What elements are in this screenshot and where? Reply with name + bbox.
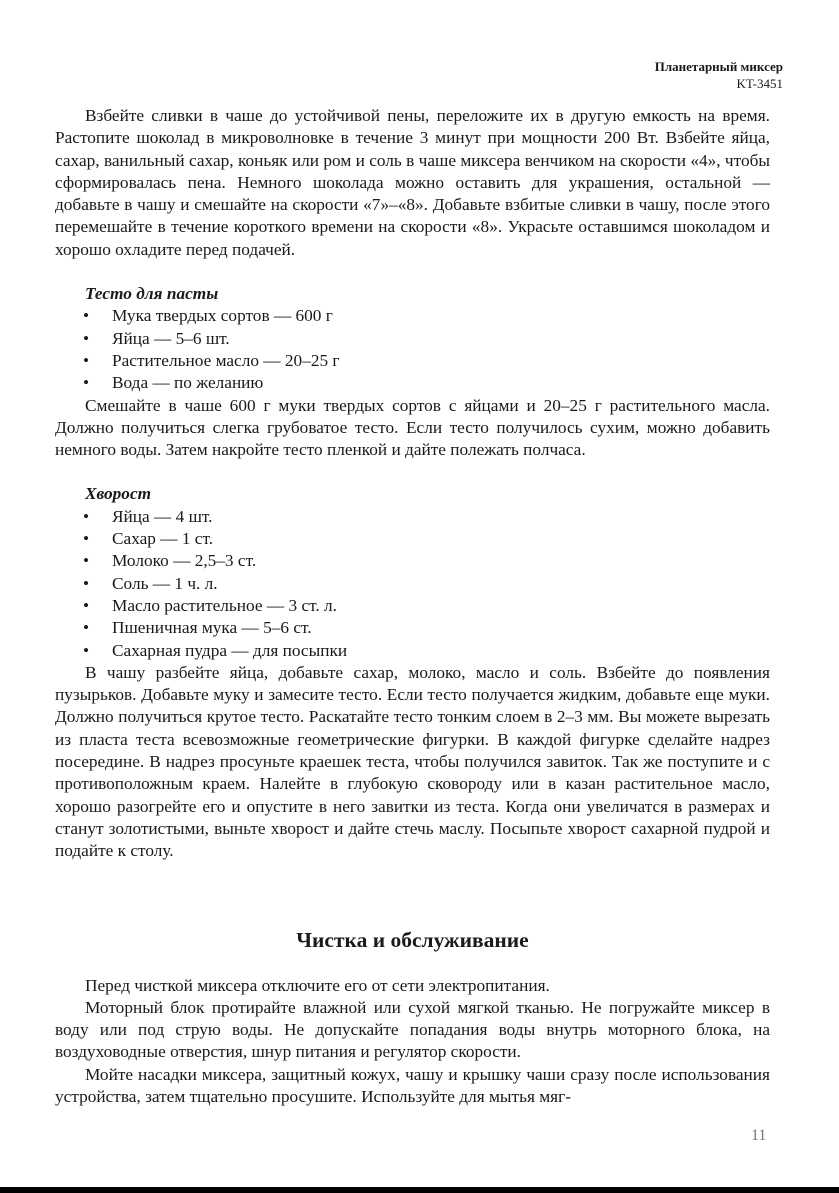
khvorost-ingredients-list [55,506,770,662]
product-name: Планетарный миксер [654,59,783,74]
khvorost-recipe-title: Хворост [85,484,152,504]
page-content [55,105,770,1108]
cleaning-paragraph: Моторный блок протирайте влажной или сухой мягкой тканью. Не погружайте миксер в воду или под струю воды. Не допускайте попадания воды внутрь моторного блока, на воздуховодные отверстия, шнур питания и регулятор скорости. [55,997,770,1062]
cleaning-paragraph: Перед чисткой миксера отключите его от сети электропитания. [85,975,550,995]
list-item: • Растительное масло — 20–25 г [55,350,770,372]
page-header [655,58,783,92]
list-item: • Яйца — 4 шт. [55,506,770,528]
pasta-recipe-title: Тесто для пасты [85,284,219,304]
intro-paragraph: Взбейте сливки в чаше до устойчивой пены, переложите их в другую емкость на время. Растопите шоколад в микроволновке в течение 3 минут при мощности 200 Вт. Взбейте яйца, сахар, ванильный сахар, коньяк или ром и соль в чаше миксера венчиком на скорости «4», чтобы сформировалась пена. Немного шоколада можно оставить для украшения, остальной — добавьте в чашу и смешайте на скорости «7»–«8». Добавьте взбитые сливки в чашу, после этого перемешайте в течение короткого времени на скорости «8». Украсьте оставшимся шоколадом и хорошо охладите перед подачей. [55,106,770,259]
list-item: • Яйца — 5–6 шт. [55,328,770,350]
list-item: • Пшеничная мука — 5–6 ст. [55,617,770,639]
khvorost-instructions: В чашу разбейте яйца, добавьте сахар, молоко, масло и соль. Взбейте до появления пузырьков. Добавьте муку и замесите тесто. Если тесто получается жидким, добавьте еще муки. Должно получиться крутое тесто. Раскатайте тесто тонким слоем в 2–3 мм. Вы можете вырезать из пласта теста всевозможные геометрические фигурки. В каждой фигурке сделайте надрез посередине. В надрез просуньте краешек теста, чтобы получился завиток. Так же поступите и с противоположным краем. Налейте в глубокую сковороду или в казан растительное масло, хорошо разогрейте его и опустите в него завитки из теста. Когда они увеличатся в размерах и станут золотистыми, выньте хворост и дайте стечь маслу. Посыпьте хворост сахарной пудрой и подайте к столу. [55,662,770,861]
list-item: • Мука твердых сортов — 600 г [55,305,770,327]
list-item: • Сахар — 1 ст. [55,528,770,550]
pasta-ingredients-list [55,305,770,394]
cleaning-section-title: Чистка и обслуживание [296,927,529,952]
pasta-instructions: Смешайте в чаше 600 г муки твердых сортов с яйцами и 20–25 г растительного масла. Должно получиться слегка грубоватое тесто. Если тесто получилось сухим, можно добавить немного воды. Затем накройте тесто пленкой и дайте полежать полчаса. [55,395,770,460]
list-item: • Молоко — 2,5–3 ст. [55,550,770,572]
page-number: 11 [751,1127,767,1144]
cleaning-paragraph: Мойте насадки миксера, защитный кожух, чашу и крышку чаши сразу после использования устройства, затем тщательно просушите. Используйте для мытья мяг- [55,1064,770,1106]
page-bottom-rule [0,1187,839,1193]
model-number: KT-3451 [736,76,783,91]
list-item: • Соль — 1 ч. л. [55,573,770,595]
list-item: • Вода — по желанию [55,372,770,394]
list-item: • Масло растительное — 3 ст. л. [55,595,770,617]
list-item: • Сахарная пудра — для посыпки [55,640,770,662]
